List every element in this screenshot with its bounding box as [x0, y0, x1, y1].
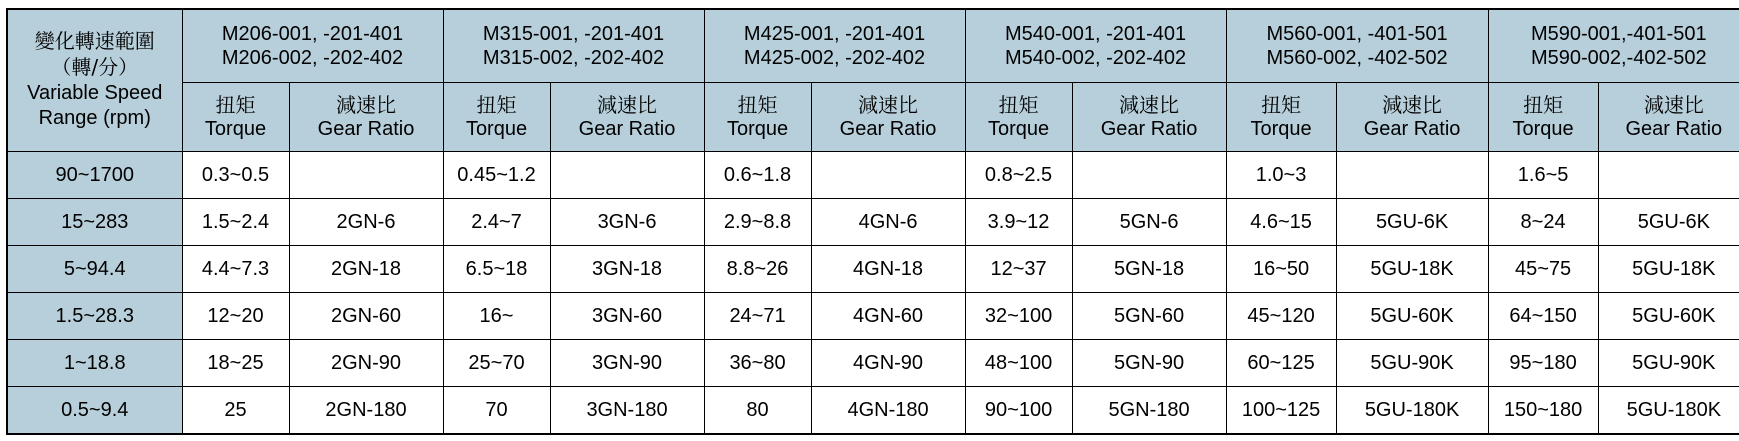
torque-header-3-cn: 扭矩: [737, 92, 778, 117]
torque-header-4: [965, 83, 1072, 152]
cell-torque-4: 0.8~2.5: [965, 152, 1072, 199]
cell-ratio-2: 3GN-90: [550, 340, 704, 387]
model-group-2-line1: M315-001, -201-401: [482, 22, 665, 45]
speed-range-value: 0.5~9.4: [7, 387, 182, 435]
speed-range-value: 1.5~28.3: [7, 293, 182, 340]
header-row-groups: [7, 9, 1739, 83]
range-header-line4: Range (rpm): [38, 107, 151, 130]
cell-torque-2: 16~: [443, 293, 550, 340]
cell-torque-6: 95~180: [1488, 340, 1598, 387]
torque-header-4-en: Torque: [987, 118, 1050, 140]
torque-header-5: [1226, 83, 1336, 152]
cell-torque-5: 100~125: [1226, 387, 1336, 435]
cell-torque-1: 12~20: [182, 293, 289, 340]
speed-range-value: 90~1700: [7, 152, 182, 199]
model-group-1-line2: M206-002, -202-402: [221, 47, 404, 69]
cell-ratio-6: 5GU-6K: [1598, 199, 1739, 246]
gear-ratio-header-6-cn: 減速比: [1643, 92, 1704, 117]
cell-torque-1: 25: [182, 387, 289, 435]
torque-header-1: [182, 83, 289, 152]
model-group-4-line2: M540-002, -202-402: [1004, 47, 1187, 69]
cell-torque-4: 32~100: [965, 293, 1072, 340]
model-group-1-line1: M206-001, -201-401: [221, 22, 404, 45]
gear-ratio-header-5-en: Gear Ratio: [1363, 118, 1461, 140]
gear-ratio-header-2-cn: 減速比: [597, 92, 658, 117]
torque-header-6: [1488, 83, 1598, 152]
gear-ratio-header-1-cn: 減速比: [336, 92, 396, 117]
cell-ratio-3: 4GN-18: [811, 246, 965, 293]
cell-ratio-1: 2GN-6: [289, 199, 443, 246]
torque-header-1-en: Torque: [204, 118, 267, 140]
cell-torque-3: 0.6~1.8: [704, 152, 811, 199]
torque-header-2-cn: 扭矩: [476, 92, 517, 117]
gear-ratio-header-1: [289, 83, 443, 152]
range-header-line2: （轉/分）: [51, 54, 139, 79]
torque-header-4-cn: 扭矩: [998, 92, 1039, 117]
torque-header-6-en: Torque: [1512, 118, 1574, 140]
cell-ratio-2: 3GN-180: [550, 387, 704, 435]
model-group-6-line2: M590-002,-402-502: [1530, 47, 1707, 69]
model-group-header-3: [704, 9, 965, 83]
torque-header-2-en: Torque: [465, 118, 528, 140]
cell-ratio-4: 5GN-60: [1072, 293, 1226, 340]
cell-ratio-5: 5GU-18K: [1336, 246, 1488, 293]
torque-header-5-cn: 扭矩: [1261, 92, 1302, 117]
torque-header-6-cn: 扭矩: [1523, 92, 1564, 117]
header-row-subcolumns: [7, 83, 1739, 152]
gear-ratio-header-2-en: Gear Ratio: [578, 118, 676, 140]
cell-torque-5: 1.0~3: [1226, 152, 1336, 199]
gear-motor-spec-table: [6, 8, 1739, 435]
gear-ratio-header-6-en: Gear Ratio: [1625, 118, 1723, 140]
table-row: [7, 152, 1739, 199]
cell-ratio-3: 4GN-60: [811, 293, 965, 340]
cell-ratio-3: [811, 152, 965, 199]
cell-ratio-3: 4GN-6: [811, 199, 965, 246]
torque-header-5-en: Torque: [1250, 118, 1312, 140]
cell-torque-2: 6.5~18: [443, 246, 550, 293]
cell-ratio-4: 5GN-6: [1072, 199, 1226, 246]
cell-ratio-2: 3GN-6: [550, 199, 704, 246]
cell-torque-6: 64~150: [1488, 293, 1598, 340]
gear-ratio-header-4-en: Gear Ratio: [1100, 118, 1198, 140]
cell-torque-3: 2.9~8.8: [704, 199, 811, 246]
model-group-3-line2: M425-002, -202-402: [743, 47, 926, 69]
cell-torque-1: 1.5~2.4: [182, 199, 289, 246]
torque-header-3: [704, 83, 811, 152]
cell-ratio-3: 4GN-180: [811, 387, 965, 435]
model-group-header-4: [965, 9, 1226, 83]
cell-ratio-5: 5GU-180K: [1336, 387, 1488, 435]
cell-torque-6: 45~75: [1488, 246, 1598, 293]
model-group-5-line2: M560-002, -402-502: [1266, 47, 1448, 69]
model-group-header-1: [182, 9, 443, 83]
model-group-2-line2: M315-002, -202-402: [482, 47, 665, 69]
range-header-line1: 變化轉速範圍: [34, 29, 155, 54]
cell-ratio-5: 5GU-90K: [1336, 340, 1488, 387]
cell-ratio-4: 5GN-90: [1072, 340, 1226, 387]
variable-speed-range-header: [7, 9, 182, 152]
model-group-4-line1: M540-001, -201-401: [1004, 22, 1187, 45]
speed-range-value: 15~283: [7, 199, 182, 246]
cell-torque-2: 0.45~1.2: [443, 152, 550, 199]
cell-ratio-3: 4GN-90: [811, 340, 965, 387]
table-row: [7, 340, 1739, 387]
cell-ratio-5: 5GU-60K: [1336, 293, 1488, 340]
model-group-header-2: [443, 9, 704, 83]
speed-range-value: 1~18.8: [7, 340, 182, 387]
gear-ratio-header-4-cn: 減速比: [1119, 92, 1180, 117]
cell-torque-1: 18~25: [182, 340, 289, 387]
gear-ratio-header-6: [1598, 83, 1739, 152]
cell-torque-6: 150~180: [1488, 387, 1598, 435]
cell-torque-3: 8.8~26: [704, 246, 811, 293]
model-group-header-6: [1488, 9, 1739, 83]
cell-torque-5: 60~125: [1226, 340, 1336, 387]
table-body: [7, 152, 1739, 435]
cell-ratio-1: 2GN-180: [289, 387, 443, 435]
cell-torque-3: 24~71: [704, 293, 811, 340]
cell-torque-2: 25~70: [443, 340, 550, 387]
cell-torque-3: 36~80: [704, 340, 811, 387]
cell-torque-4: 12~37: [965, 246, 1072, 293]
model-group-header-5: [1226, 9, 1488, 83]
cell-ratio-1: 2GN-60: [289, 293, 443, 340]
cell-torque-5: 4.6~15: [1226, 199, 1336, 246]
cell-ratio-2: 3GN-60: [550, 293, 704, 340]
gear-ratio-header-4: [1072, 83, 1226, 152]
model-group-5-line1: M560-001, -401-501: [1266, 22, 1448, 45]
cell-torque-4: 48~100: [965, 340, 1072, 387]
cell-torque-2: 70: [443, 387, 550, 435]
cell-ratio-4: 5GN-18: [1072, 246, 1226, 293]
torque-header-1-cn: 扭矩: [215, 92, 256, 117]
gear-ratio-header-3-cn: 減速比: [858, 92, 919, 117]
speed-range-value: 5~94.4: [7, 246, 182, 293]
table-row: [7, 387, 1739, 435]
cell-torque-6: 1.6~5: [1488, 152, 1598, 199]
model-group-6-line1: M590-001,-401-501: [1530, 22, 1707, 45]
cell-ratio-5: 5GU-6K: [1336, 199, 1488, 246]
cell-torque-3: 80: [704, 387, 811, 435]
cell-ratio-1: [289, 152, 443, 199]
table-row: [7, 293, 1739, 340]
cell-torque-1: 0.3~0.5: [182, 152, 289, 199]
cell-torque-5: 45~120: [1226, 293, 1336, 340]
cell-ratio-6: [1598, 152, 1739, 199]
cell-torque-4: 90~100: [965, 387, 1072, 435]
gear-ratio-header-5-cn: 減速比: [1382, 92, 1443, 117]
cell-torque-5: 16~50: [1226, 246, 1336, 293]
table-head: [7, 9, 1739, 152]
cell-ratio-1: 2GN-18: [289, 246, 443, 293]
cell-torque-2: 2.4~7: [443, 199, 550, 246]
cell-ratio-4: 5GN-180: [1072, 387, 1226, 435]
torque-header-3-en: Torque: [726, 118, 789, 140]
cell-torque-4: 3.9~12: [965, 199, 1072, 246]
cell-ratio-5: [1336, 152, 1488, 199]
cell-ratio-2: [550, 152, 704, 199]
gear-ratio-header-2: [550, 83, 704, 152]
gear-ratio-header-3-en: Gear Ratio: [839, 118, 937, 140]
table-row: [7, 246, 1739, 293]
cell-ratio-6: 5GU-90K: [1598, 340, 1739, 387]
torque-header-2: [443, 83, 550, 152]
table-row: [7, 199, 1739, 246]
cell-ratio-4: [1072, 152, 1226, 199]
gear-ratio-header-1-en: Gear Ratio: [317, 118, 415, 140]
cell-torque-6: 8~24: [1488, 199, 1598, 246]
cell-ratio-1: 2GN-90: [289, 340, 443, 387]
cell-ratio-6: 5GU-180K: [1598, 387, 1739, 435]
model-group-3-line1: M425-001, -201-401: [743, 22, 926, 45]
cell-torque-1: 4.4~7.3: [182, 246, 289, 293]
gear-ratio-header-3: [811, 83, 965, 152]
cell-ratio-2: 3GN-18: [550, 246, 704, 293]
gear-ratio-header-5: [1336, 83, 1488, 152]
range-header-line3: Variable Speed: [27, 81, 163, 104]
cell-ratio-6: 5GU-18K: [1598, 246, 1739, 293]
cell-ratio-6: 5GU-60K: [1598, 293, 1739, 340]
